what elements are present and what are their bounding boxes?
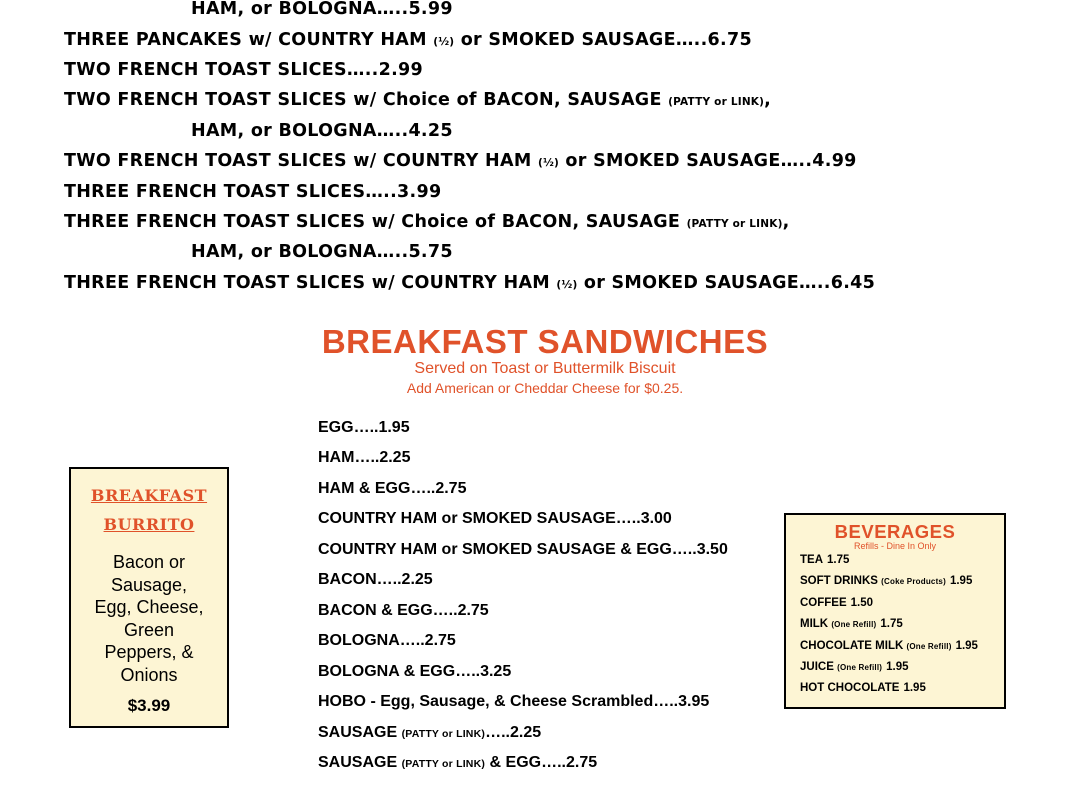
- burrito-price: $3.99: [127, 696, 171, 715]
- sandwich-item: [318, 509, 672, 529]
- beverage-note: (One Refill): [831, 620, 877, 629]
- burrito-desc-line: Sausage,: [110, 574, 188, 595]
- sandwich-item-text: COUNTRY HAM or SMOKED SAUSAGE & EGG…..3.50: [318, 541, 728, 558]
- menu-line-text: HAM, or BOLOGNA…..5.75: [191, 242, 453, 262]
- menu-line-note: (½): [433, 36, 455, 48]
- beverage-price: 1.50: [850, 597, 874, 609]
- beverages-note: Refills - Dine In Only: [853, 541, 937, 551]
- menu-line-note: (½): [556, 279, 578, 291]
- sandwich-item-text: COUNTRY HAM or SMOKED SAUSAGE…..3.00: [318, 510, 672, 527]
- menu-line: [64, 150, 857, 174]
- beverage-price: 1.95: [949, 575, 973, 587]
- burrito-title: BURRITO: [103, 515, 195, 534]
- menu-line: [64, 272, 875, 296]
- sandwich-item-text: HAM…..2.25: [318, 449, 411, 466]
- beverage-item: [800, 660, 909, 675]
- menu-line: [64, 29, 752, 53]
- menu-line-text: TWO FRENCH TOAST SLICES w/ COUNTRY HAM: [64, 151, 538, 171]
- menu-line-text: THREE FRENCH TOAST SLICES w/ Choice of BACON, SAUSAGE: [64, 212, 687, 232]
- menu-line-text: or SMOKED SAUSAGE…..6.75: [454, 30, 752, 50]
- sandwich-item: [318, 601, 489, 621]
- menu-line-text: HAM, or BOLOGNA…..5.99: [191, 0, 453, 19]
- burrito-description: [71, 551, 227, 686]
- beverage-price: 1.75: [880, 618, 903, 630]
- sandwich-item: [318, 418, 410, 438]
- beverage-item: [800, 553, 849, 567]
- menu-line: [191, 120, 453, 142]
- menu-line: [191, 0, 453, 20]
- beverages-box: [784, 513, 1006, 709]
- sandwich-item: [318, 479, 466, 499]
- sandwich-item: [318, 662, 511, 682]
- sandwich-item-text: …..2.25: [485, 724, 542, 741]
- sandwich-item-text: SAUSAGE: [318, 724, 402, 741]
- beverage-note: (One Refill): [906, 642, 952, 651]
- sandwich-item-text: BOLOGNA & EGG…..3.25: [318, 663, 512, 680]
- sandwich-item: [318, 631, 456, 651]
- menu-line-note: (PATTY or LINK): [686, 218, 783, 230]
- sandwich-item-note: (PATTY or LINK): [401, 728, 486, 740]
- beverage-name: MILK: [800, 618, 829, 630]
- menu-line-text: ,: [782, 212, 790, 232]
- menu-line-text: THREE FRENCH TOAST SLICES w/ COUNTRY HAM: [64, 273, 557, 293]
- menu-line-text: ,: [764, 90, 772, 110]
- sandwich-item-text: HOBO - Egg, Sausage, & Cheese Scrambled…..3.95: [318, 693, 710, 710]
- beverage-item: [800, 574, 972, 589]
- beverage-price: 1.95: [903, 682, 926, 694]
- menu-line-text: HAM, or BOLOGNA…..4.25: [191, 121, 453, 141]
- menu-line-text: or SMOKED SAUSAGE…..4.99: [559, 151, 857, 171]
- beverage-item: [800, 617, 903, 632]
- beverage-name: TEA: [800, 554, 823, 566]
- menu-line-text: TWO FRENCH TOAST SLICES w/ Choice of BACON, SAUSAGE: [64, 90, 669, 110]
- sandwich-item-text: & EGG…..2.75: [485, 754, 598, 771]
- sandwich-item-text: BACON & EGG…..2.75: [318, 602, 489, 619]
- menu-line: [64, 211, 790, 235]
- section-subtitle: Served on Toast or Buttermilk Biscuit: [414, 360, 676, 377]
- burrito-box: [69, 467, 229, 728]
- sandwich-item-text: HAM & EGG…..2.75: [318, 480, 467, 497]
- burrito-title: BREAKFAST: [90, 486, 208, 505]
- beverage-item: [800, 639, 978, 654]
- menu-line-note: (PATTY or LINK): [668, 96, 765, 108]
- sandwich-item-text: EGG…..1.95: [318, 419, 410, 436]
- beverage-name: SOFT DRINKS: [800, 575, 878, 587]
- menu-line-text: or SMOKED SAUSAGE…..6.45: [577, 273, 876, 293]
- menu-line-note: (½): [537, 157, 560, 169]
- sandwich-item: [318, 540, 728, 560]
- burrito-desc-line: Onions: [120, 664, 178, 685]
- sandwich-item-text: BOLOGNA…..2.75: [318, 632, 456, 649]
- beverage-price: 1.95: [955, 640, 978, 652]
- section-title-sandwiches: BREAKFAST SANDWICHES: [321, 323, 769, 360]
- burrito-desc-line: Peppers, &: [104, 642, 194, 662]
- beverage-price: 1.95: [886, 661, 909, 673]
- beverage-name: CHOCOLATE MILK: [800, 640, 904, 652]
- burrito-desc-line: Bacon or: [112, 552, 186, 572]
- beverage-name: HOT CHOCOLATE: [800, 682, 900, 694]
- beverage-item: [800, 596, 873, 610]
- burrito-desc-line: Green: [123, 619, 175, 640]
- burrito-desc-line: Egg, Cheese,: [94, 597, 204, 617]
- beverage-name: JUICE: [800, 661, 834, 673]
- menu-line: [64, 59, 423, 81]
- beverage-name: COFFEE: [800, 597, 847, 609]
- beverage-price: 1.75: [827, 554, 850, 566]
- beverage-note: (One Refill): [837, 663, 883, 672]
- sandwich-item-text: SAUSAGE: [318, 754, 402, 771]
- menu-line: [191, 241, 453, 263]
- sandwich-item-note: (PATTY or LINK): [401, 758, 486, 770]
- section-note: Add American or Cheddar Cheese for $0.25.: [406, 380, 684, 396]
- sandwich-item: [318, 753, 597, 774]
- menu-line: [64, 89, 771, 113]
- beverage-note: (Coke Products): [881, 577, 946, 586]
- sandwich-item: [318, 448, 410, 468]
- sandwich-item: [318, 570, 433, 590]
- menu-line-text: THREE FRENCH TOAST SLICES…..3.99: [64, 182, 442, 202]
- sandwich-item: [318, 723, 541, 744]
- menu-line: [64, 181, 441, 203]
- sandwich-item-text: BACON…..2.25: [318, 571, 433, 588]
- beverage-item: [800, 681, 926, 695]
- menu-line-text: THREE PANCAKES w/ COUNTRY HAM: [64, 30, 434, 50]
- sandwich-item: [318, 692, 709, 712]
- menu-line-text: TWO FRENCH TOAST SLICES…..2.99: [64, 60, 423, 80]
- beverages-title: BEVERAGES: [834, 521, 956, 542]
